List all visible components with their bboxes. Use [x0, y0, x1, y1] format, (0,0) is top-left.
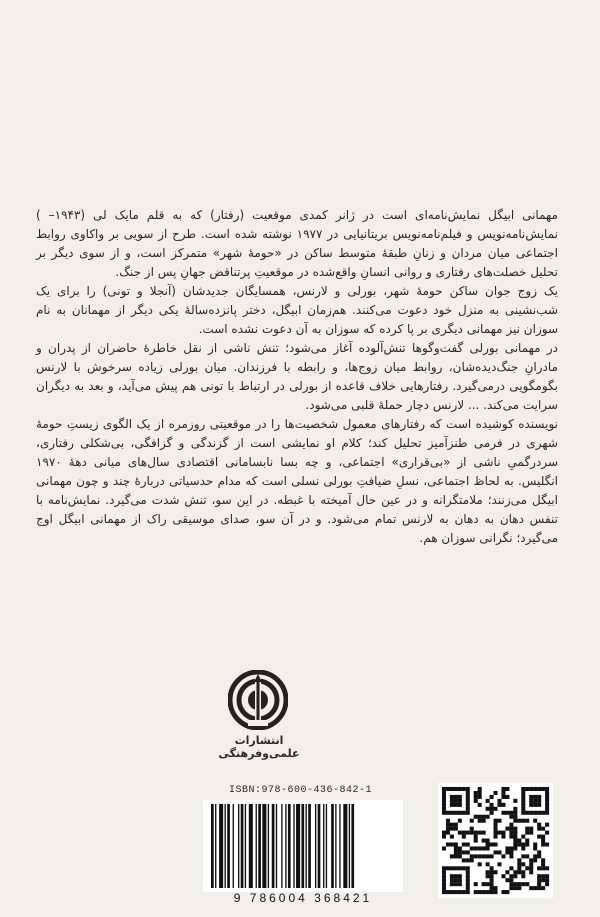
- blurb-paragraph-1: مهمانی ابیگل نمایش‌نامه‌ای است در ژانر کمدی موقعیت (رفتار) که به قلم مایک لی (۱۹۴۳– ) نمایش‌نامه‌نویس و فیلم‌نامه‌نویس بریتانیایی در ۱۹۷۷ نوشته شده است. طرح از سویی بر واکاوی روابط اجتماعی میان مردان و زنانِ طبقهٔ متوسط ساکن در «حومهٔ شهر» متمرکز است، و از سوی دیگر بر تحلیل خصلت‌های رفتاری و روانی انسانِ واقع‌شده در موقعیتِ پرتناقض جهانِ پس از جنگ.: [36, 208, 558, 279]
- blurb-paragraph-4: نویسنده کوشیده است که رفتارهای معمول شخصیت‌ها را در موقعیتی روزمره از یک الگوی زیستِ حومهٔ شهری در فرمی طنزآمیز تحلیل کند؛ کلام او نمایشی است از گزندگی و گزافگی، بی‌شکلی رفتاری، سردرگمیِ ناشی از «بی‌قراری» اجتماعی، و چه بسا نابسامانی اقتصادی سال‌های میانی دههٔ ۱۹۷۰ انگلیس. به لحاظ اجتماعی، نسلِ ضیافتِ بورلی نسلی است که مدام حدسیاتی دربارهٔ چند و چون مهمانی ابیگل می‌زنند؛ ملامتگرانه و در عین حال آمیخته با غبطه. در این سو، تنش شدت می‌گیرد. نمایش‌نامه با تنفس دهان به دهان به لارنس تمام می‌شود. و در آن سو، صدای موسیقی راک از مهمانی ابیگل اوج می‌گیرد؛ نگرانی سوزان هم.: [36, 417, 558, 545]
- publisher-logo-icon: [228, 670, 288, 730]
- back-cover-blurb: [36, 206, 558, 548]
- barcode-number: 9 786004 368421: [233, 891, 373, 905]
- blurb-paragraph-3: در مهمانی بورلی گفت‌وگوها تنش‌آلوده آغاز می‌شود؛ تنش ناشی از نقل خاطرهٔ حاضران از پدران و مادرانِ جنگ‌دیده‌شان، روابط میان زوج‌ها، و رابطه با فرزندان. میان بورلی زیاده سرخوش با لارنس بگومگویی درمی‌گیرد. رفتارهایی خلاف قاعده از بورلی در ارتباط با تونی هم پیش می‌آید، و بعد به دیگران سرایت می‌کند. ... لارنس دچار حملهٔ قلبی می‌شود.: [36, 341, 558, 412]
- publisher-name: انتشارات علمی‌وفرهنگی: [218, 734, 300, 760]
- isbn-label: ISBN:978-600-436-842-1: [228, 785, 373, 796]
- qr-code-icon: [438, 783, 553, 898]
- isbn-barcode: [203, 800, 403, 892]
- blurb-paragraph-2: یک زوج جوان ساکن حومهٔ شهر، بورلی و لارنس، همسایگان جدیدشان (آنجلا و تونی) را برای یک شب‌نشینی به منزل خود دعوت می‌کنند. هم‌زمان ابیگل، دختر پانزده‌سالهٔ یکی دیگر از مهمانان به نام سوزان نیز مهمانی دیگری بر پا کرده که سوزان به آن دعوت نشده است.: [36, 284, 558, 336]
